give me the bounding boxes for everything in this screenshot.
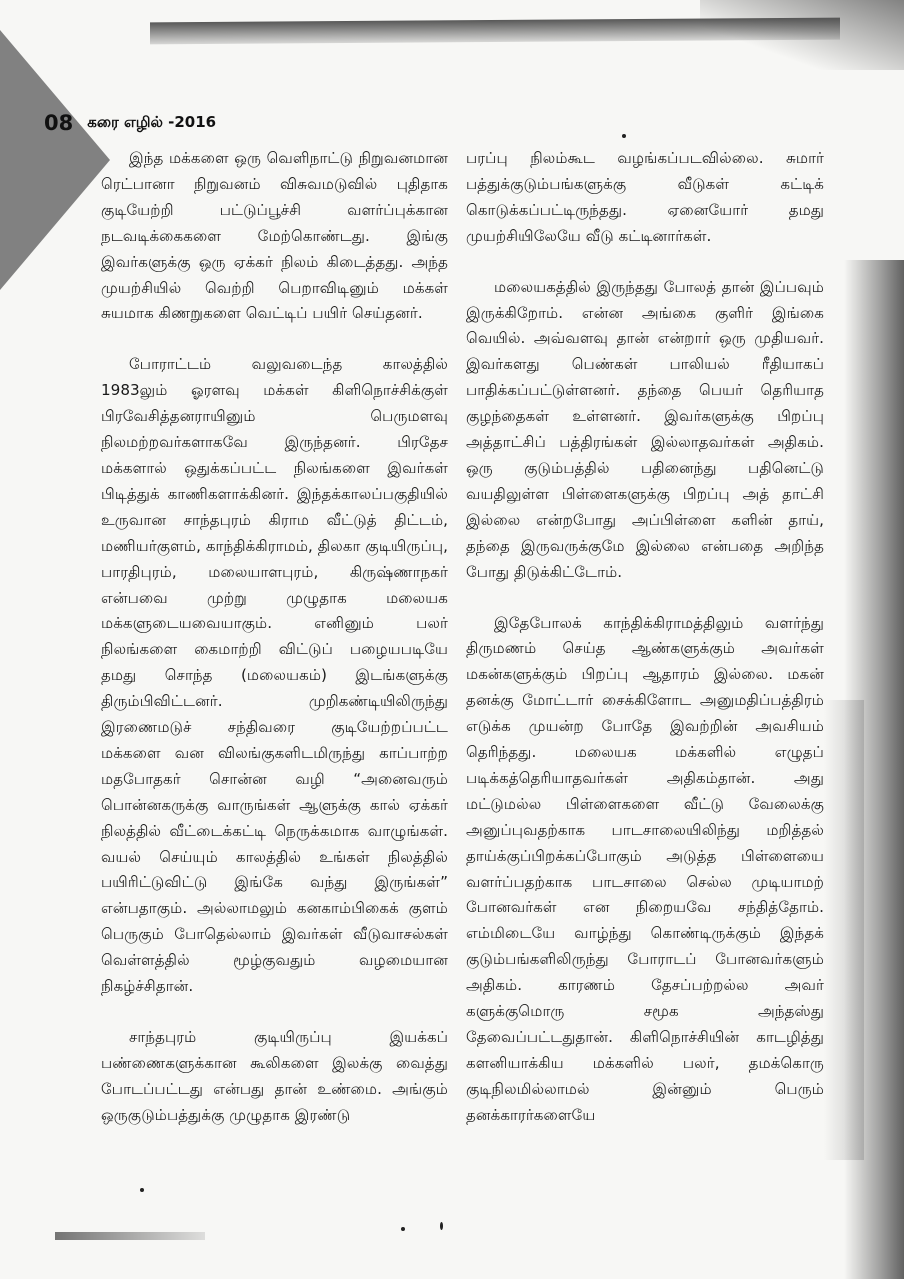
- paragraph: இந்த மக்களை ஒரு வெளிநாட்டு நிறுவனமான ரெட்பானா நிறுவனம் விசுவமடுவில் புதிதாக குடியேற்றி பட்டுப்பூச்சி வளர்ப்புக்கான நடவடிக்கைகளை மேற்கொண்டது. இங்கு இவர்களுக்கு ஒரு ஏக்கர் நிலம் கிடைத்தது. அந்த முயற்சியில் வெற்றி பெறாவிடினும் மக்கள் சுயமாக கிணறுகளை வெட்டிப் பயிர் செய்தனர்.: [101, 149, 448, 323]
- scan-shadow-top-right: [700, 0, 904, 70]
- paragraph: சாந்தபுரம் குடியிருப்பு இயக்கப் பண்ணைகளுக்கான கூலிகளை இலக்கு வைத்து போடப்பட்டது என்பது தான் உண்மை. அங்கும் ஒருகுடும்பத்துக்கு முழுதாக இரண்டு: [101, 1028, 448, 1124]
- paragraph: போராட்டம் வலுவடைந்த காலத்தில் 1983லும் ஓரளவு மக்கள் கிளிநொச்சிக்குள் பிரவேசித்தனராயினும் பெருமளவு நிலமற்றவர்களாகவே இருந்தனர். பிரதேச மக்களால் ஒதுக்கப்பட்ட நிலங்களை இவர்கள் பிடித்துக் காணிகளாக்கினர். இந்தக்காலப்பகுதியில் உருவான சாந்தபுரம் கிராம வீட்டுத் திட்டம், மணியர்குளம், காந்திக்கிராமம், திலகா குடியிருப்பு, பாரதிபுரம், மலையாளபுரம், கிருஷ்ணாநகர் என்பவை முற்று முழுதாக மலையக மக்களுடையவையாகும். எனினும் பலர் நிலங்களை கைமாற்றி விட்டுப் பழையபடியே தமது சொந்த (மலையகம்) இடங்களுக்கு திரும்பிவிட்டனர். முறிகண்டியிலிருந்து இரணைமடுச் சந்திவரை குடியேற்றப்பட்ட மக்களை வன விலங்குகளிடமிருந்து காப்பாற்ற மதபோதகர் சொன்ன வழி “அனைவரும் பொன்னகருக்கு வாருங்கள் ஆளுக்கு கால் ஏக்கர் நிலத்தில் வீட்டைக்கட்டி நெருக்கமாக வாழுங்கள். வயல் செய்யும் காலத்தில் உங்கள் நிலத்தில் பயிரிட்டுவிட்டு இங்கே வந்து இருங்கள்” என்பதாகும். அல்லாமலும் கனகாம்பிகைக் குளம் பெருகும் போதெல்லாம் இவர்கள் வீடுவாசல்கள் வெள்ளத்தில் மூழ்குவதும் வழமையான நிகழ்ச்சிதான்.: [101, 355, 448, 996]
- page-header: [44, 108, 216, 138]
- scan-speck: [622, 134, 626, 138]
- scan-shadow-corner: [0, 30, 110, 290]
- page-number: 08: [44, 111, 74, 135]
- paragraph: இதேபோலக் காந்திக்கிராமத்திலும் வளர்ந்து திருமணம் செய்த ஆண்களுக்கும் அவர்கள் மகன்களுக்கும் பிறப்பு ஆதாரம் இல்லை. மகன் தனக்கு மோட்டார் சைக்கிளோட அனுமதிப்பத்திரம் எடுக்க முயன்ற போதே இவற்றின் அவசியம் தெரிந்தது. மலையக மக்களில் எழுதப் படிக்கத்தெரியாதவர்கள் அதிகம்தான். அது மட்டுமல்ல பிள்ளைகளை வீட்டு வேலைக்கு அனுப்புவதற்காக பாடசாலையிலிந்து மறித்தல் தாய்க்குப்பிறக்கப்போகும் அடுத்த பிள்ளையை வளர்ப்பதற்காக பாடசாலை செல்ல முடியாமற் போனவர்கள் என நிறையவே சந்தித்தோம். எம்மிடையே வாழ்ந்து கொண்டிருக்கும் இந்தக் குடும்பங்களிலிருந்து போராடப் போனவர்களும் அதிகம். காரணம் தேசப்பற்றல்ல அவர் களுக்குமொரு சமூக அந்தஸ்து தேவைப்பட்டதுதான். கிளிநொச்சியின் காடழித்து களனியாக்கிய மக்களில் பலர், தமக்கொரு குடிநிலமில்லாமல் இன்னும் பெரும் தனக்காரர்களையே: [466, 613, 824, 1124]
- scan-speck: [140, 1188, 144, 1192]
- left-column: [101, 146, 448, 1129]
- scan-shadow-bottom: [55, 1232, 205, 1240]
- scan-shadow-right-inner: [824, 700, 864, 1160]
- journal-title: கரை எழில் -2016: [87, 113, 217, 131]
- paragraph: பரப்பு நிலம்கூட வழங்கப்படவில்லை. சுமார் பத்துக்குடும்பங்களுக்கு வீடுகள் கட்டிக் கொடுக்கப்பட்டிருந்தது. ஏனையோர் தமது முயற்சியிலேயே வீடு கட்டினார்கள்.: [466, 149, 824, 245]
- scan-speck: [401, 1227, 405, 1231]
- scan-speck: [440, 1222, 443, 1230]
- right-column: [466, 146, 824, 1129]
- paragraph: மலையகத்தில் இருந்தது போலத் தான் இப்பவும் இருக்கிறோம். என்ன அங்கை குளிர் இங்கை வெயில். அவ்வளவு தான் என்றார் ஒரு முதியவர். இவர்களது பெண்கள் பாலியல் ரீதியாகப் பாதிக்கப்பட்டுள்ளனர். தந்தை பெயர் தெரியாத குழந்தைகள் உள்ளனர். இவர்களுக்கு பிறப்பு அத்தாட்சிப் பத்திரங்கள் இல்லாதவர்கள் அதிகம். ஒரு குடும்பத்தில் பதினைந்து பதினெட்டு வயதிலுள்ள பிள்ளைகளுக்கு பிறப்பு அத் தாட்சி இல்லை என்றபோது அப்பிள்ளை களின் தாய், தந்தை இருவருக்குமே இல்லை என்பதை அறிந்த போது திடுக்கிட்டோம்.: [466, 277, 824, 581]
